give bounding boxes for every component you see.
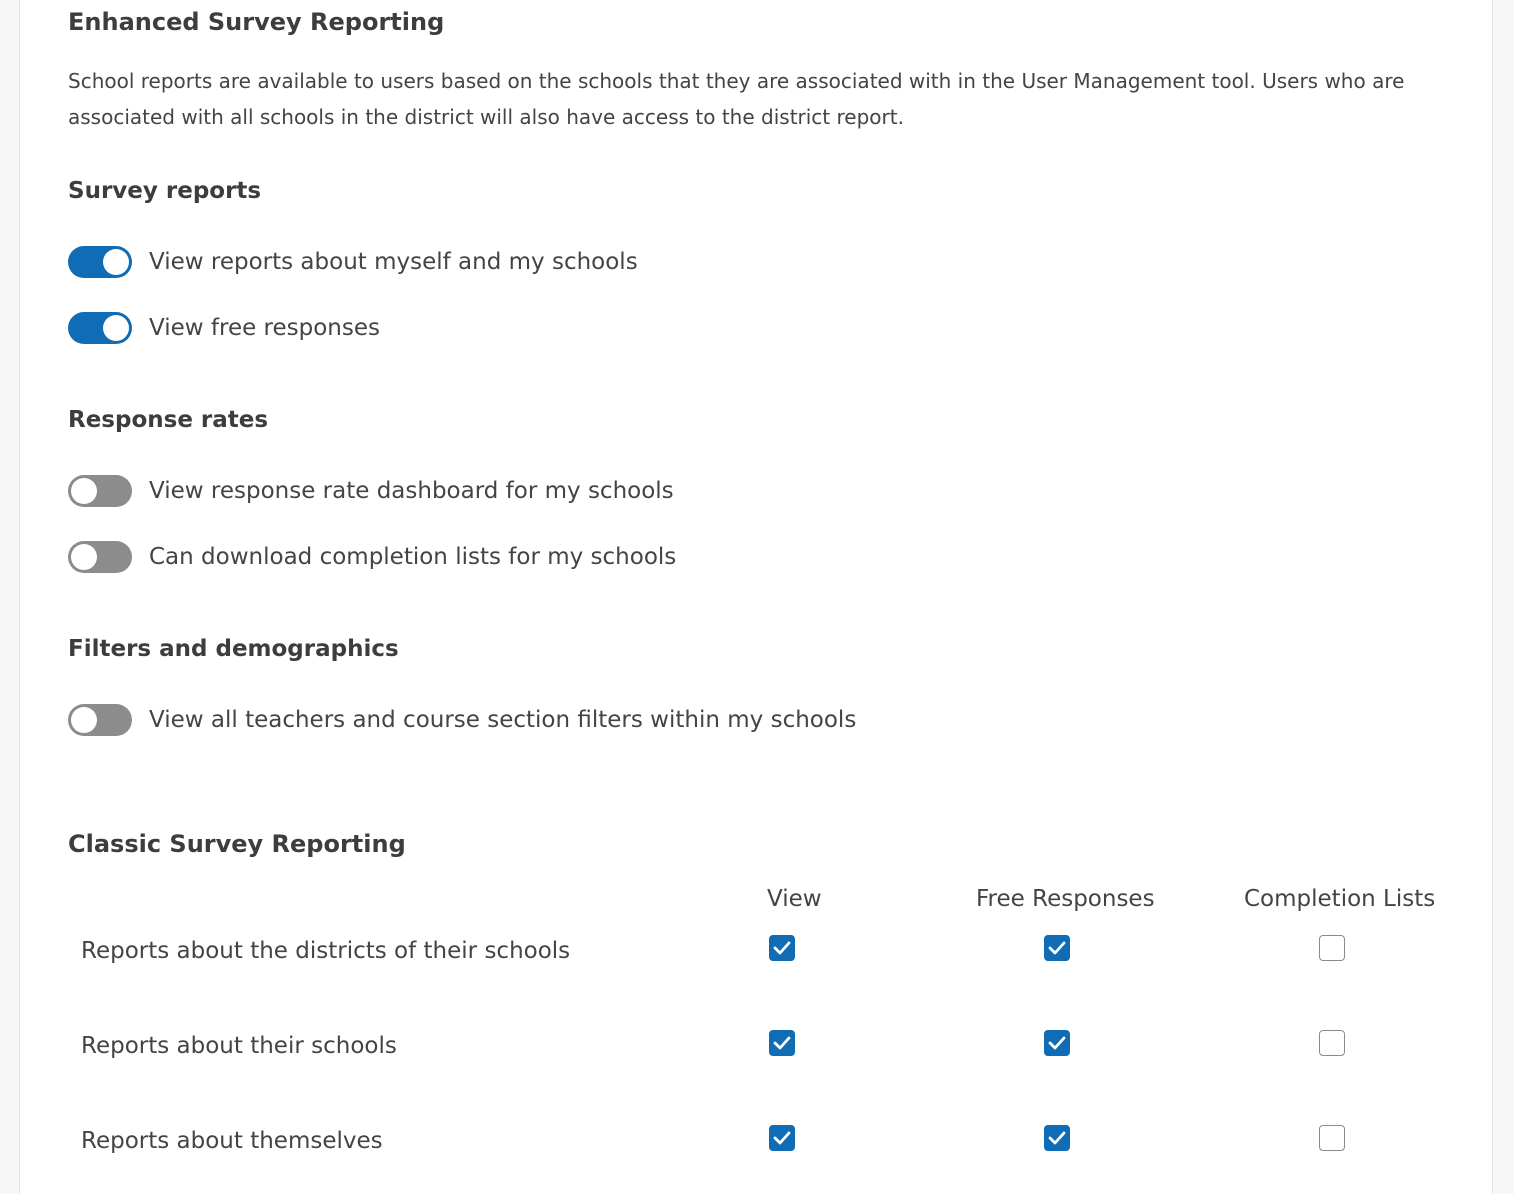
toggle-label: View all teachers and course section filters within my schools (149, 707, 857, 733)
toggle-row-view-reports (68, 245, 638, 279)
checkbox-schools-view[interactable] (769, 1030, 795, 1056)
toggle-row-response-rate-dashboard (68, 474, 674, 508)
filters-demographics-title: Filters and demographics (68, 636, 399, 662)
check-icon (773, 1130, 791, 1146)
checkbox-schools-completion-lists[interactable] (1319, 1030, 1345, 1056)
response-rate-dashboard-toggle[interactable] (68, 475, 132, 507)
checkbox-themselves-completion-lists[interactable] (1319, 1125, 1345, 1151)
check-icon (773, 1035, 791, 1051)
toggle-knob (103, 249, 129, 275)
completion-lists-toggle[interactable] (68, 541, 132, 573)
row-label-schools: Reports about their schools (81, 1033, 397, 1059)
check-icon (773, 940, 791, 956)
toggle-label: View free responses (149, 315, 380, 341)
check-icon (1048, 1130, 1066, 1146)
toggle-label: View reports about myself and my schools (149, 249, 638, 275)
toggle-knob (71, 707, 97, 733)
row-label-themselves: Reports about themselves (81, 1128, 383, 1154)
row-label-districts: Reports about the districts of their schools (81, 938, 571, 964)
teacher-filters-toggle[interactable] (68, 704, 132, 736)
toggle-knob (103, 315, 129, 341)
response-rates-title: Response rates (68, 407, 269, 433)
checkbox-schools-free-responses[interactable] (1044, 1030, 1070, 1056)
survey-reports-title: Survey reports (68, 178, 262, 204)
checkbox-themselves-free-responses[interactable] (1044, 1125, 1070, 1151)
checkbox-districts-free-responses[interactable] (1044, 935, 1070, 961)
checkbox-districts-view[interactable] (769, 935, 795, 961)
classic-reporting-title: Classic Survey Reporting (68, 830, 406, 858)
enhanced-reporting-title: Enhanced Survey Reporting (68, 8, 445, 36)
enhanced-reporting-description: School reports are available to users based on the schools that they are associated with in the User Management tool. Users who are associated with all schools in the district will also have access to the district report. (68, 69, 1405, 129)
toggle-row-completion-lists (68, 540, 676, 574)
free-responses-toggle[interactable] (68, 312, 132, 344)
checkbox-districts-completion-lists[interactable] (1319, 935, 1345, 961)
column-header-view: View (767, 886, 822, 912)
check-icon (1048, 940, 1066, 956)
view-reports-toggle[interactable] (68, 246, 132, 278)
column-header-completion-lists: Completion Lists (1244, 886, 1436, 912)
settings-panel (19, 0, 1493, 1194)
toggle-row-free-responses (68, 311, 380, 345)
toggle-label: Can download completion lists for my schools (149, 544, 677, 570)
check-icon (1048, 1035, 1066, 1051)
column-header-free-responses: Free Responses (976, 886, 1155, 912)
toggle-knob (71, 544, 97, 570)
toggle-row-teacher-filters (68, 703, 856, 737)
checkbox-themselves-view[interactable] (769, 1125, 795, 1151)
toggle-knob (71, 478, 97, 504)
toggle-label: View response rate dashboard for my schools (149, 478, 674, 504)
